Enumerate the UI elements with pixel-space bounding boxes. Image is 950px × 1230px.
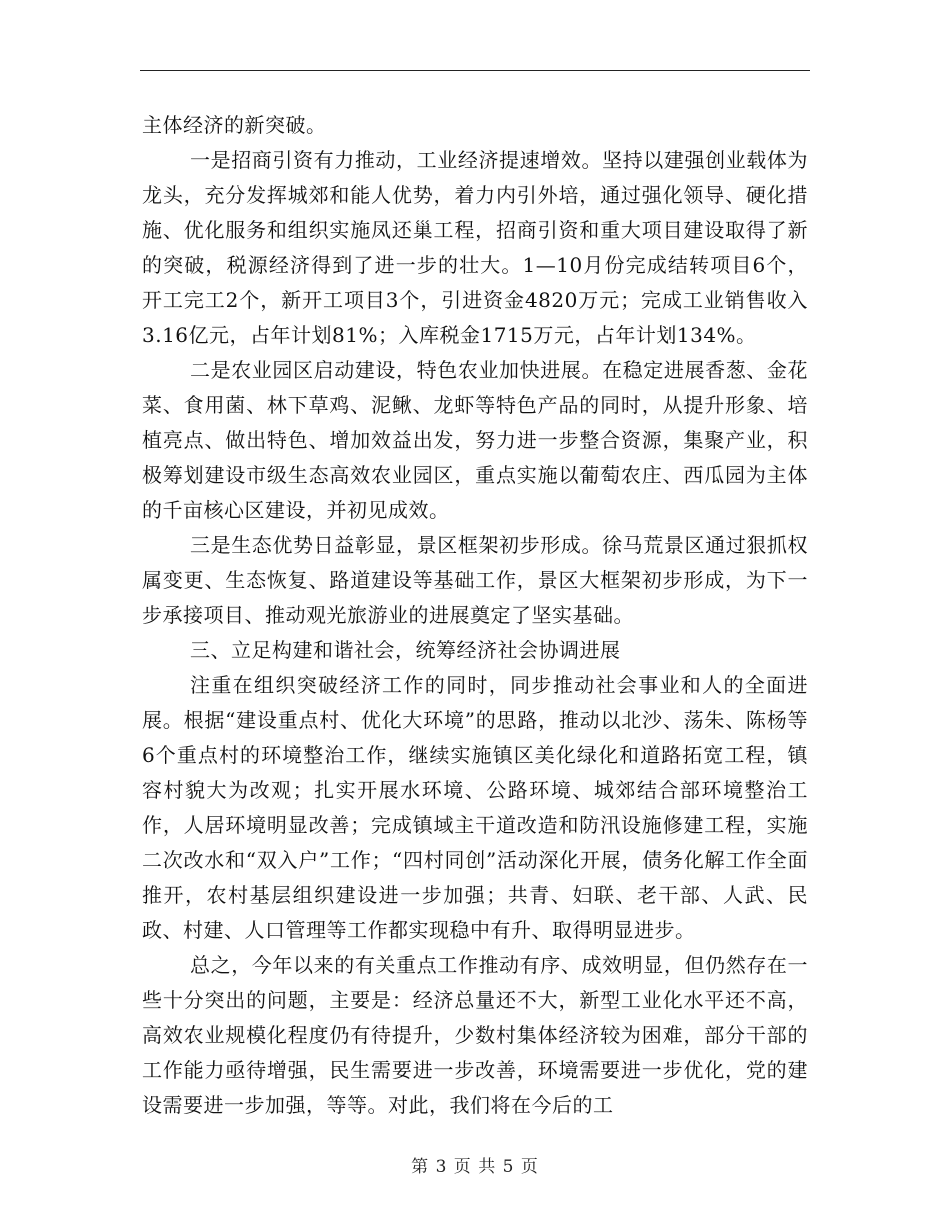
page-number: 第 3 页 共 5 页 — [411, 1157, 539, 1177]
paragraph-summary: 总之，今年以来的有关重点工作推动有序、成效明显，但仍然存在一些十分突出的问题，主要是：经济总量还不大，新型工业化水平还不高，高效农业规模化程度仍有待提升，少数村集体经济较为困难，部分干部的工作能力亟待增强，民生需要进一步改善，环境需要进一步优化，党的建设需要进一步加强，等等。对此，我们将在今后的工 — [142, 953, 808, 1117]
section-heading: 三、立足构建和谐社会，统筹经济社会协调进展 — [190, 638, 621, 662]
paragraph-continuation: 主体经济的新突破。 — [142, 113, 327, 137]
paragraph-society: 注重在组织突破经济工作的同时，同步推动社会事业和人的全面进展。根据“建设重点村、优化大环境”的思路，推动以北沙、荡朱、陈杨等6个重点村的环境整治工作，继续实施镇区美化绿化和道路拓宽工程，镇容村貌大为改观；扎实开展水环境、公路环境、城郊结合部环境整治工作，人居环境明显改善；完成镇域主干道改造和防汛设施修建工程，实施二次改水和“双入户”工作；“四村同创”活动深化开展，债务化解工作全面推开，农村基层组织建设进一步加强；共青、妇联、老干部、人武、民政、村建、人口管理等工作都实现稳中有升、取得明显进步。 — [142, 673, 808, 942]
paragraph-agriculture: 二是农业园区启动建设，特色农业加快进展。在稳定进展香葱、金花菜、食用菌、林下草鸡、泥鳅、龙虾等特色产品的同时，从提升形象、培植亮点、做出特色、增加效益出发，努力进一步整合资源，集聚产业，积极筹划建设市级生态高效农业园区，重点实施以葡萄农庄、西瓜园为主体的千亩核心区建设，并初见成效。 — [142, 358, 808, 522]
document-body — [142, 108, 808, 1123]
paragraph-ecology: 三是生态优势日益彰显，景区框架初步形成。徐马荒景区通过狠抓权属变更、生态恢复、路道建设等基础工作，景区大框架初步形成，为下一步承接项目、推动观光旅游业的进展奠定了坚实基础。 — [142, 533, 808, 627]
header-rule — [140, 70, 810, 71]
paragraph-industry: 一是招商引资有力推动，工业经济提速增效。坚持以建强创业载体为龙头，充分发挥城郊和能人优势，着力内引外培，通过强化领导、硬化措施、优化服务和组织实施凤还巢工程，招商引资和重大项目建设取得了新的突破，税源经济得到了进一步的壮大。1—10月份完成结转项目6个，开工完工2个，新开工项目3个，引进资金4820万元；完成工业销售收入3.16亿元，占年计划81%；入库税金1715万元，占年计划134%。 — [142, 148, 808, 347]
